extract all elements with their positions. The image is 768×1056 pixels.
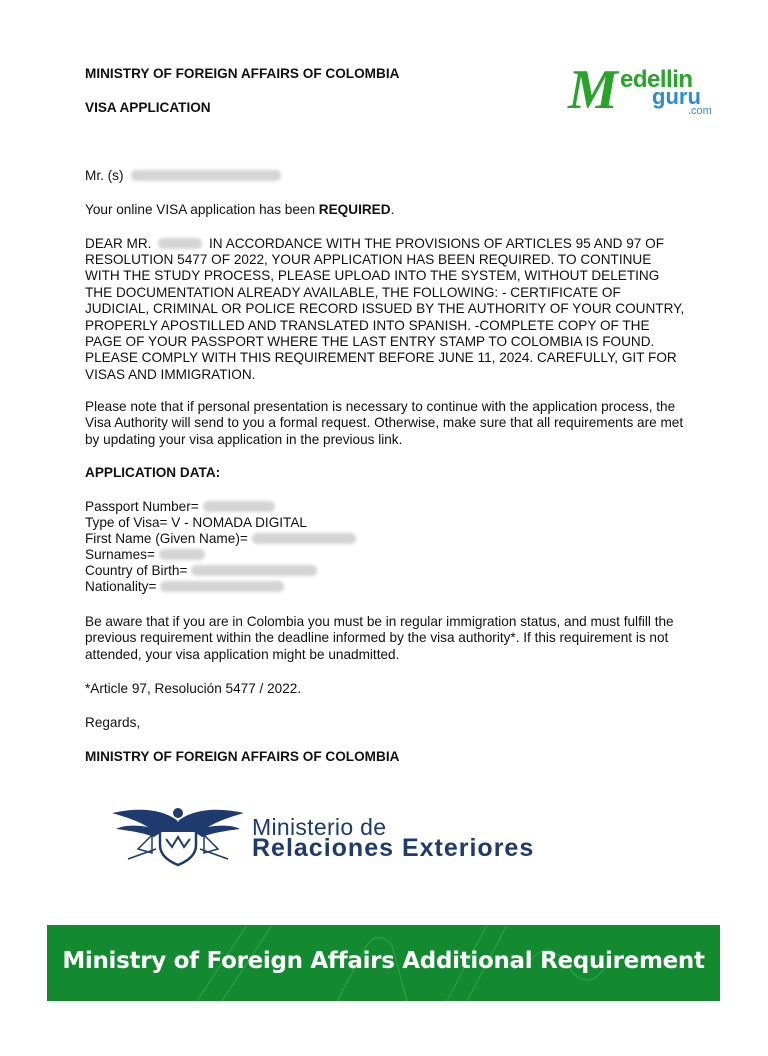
field-surnames — [85, 547, 685, 563]
notice-body: RESOLUTION 5477 OF 2022, YOUR APPLICATION HAS BEEN REQUIRED. TO CONTINUE WITH THE STUDY PROCESS, PLEASE UPLOAD INTO THE SYSTEM, WITHOUT DELETING THE DOCUMENTATION ALREADY AVAILABLE, THE FOLLOWING: - CERTIFICATE OF JUDICIAL, CRIMINAL OR POLICE RECORD ISSUED BY THE AUTHORITY OF YOUR COUNTRY, PROPERLY APOSTILLED AND TRANSLATED INTO SPANISH. -COMPLETE COPY OF THE PAGE OF YOUR PASSPORT WHERE THE LAST ENTRY STAMP TO COLOMBIA IS FOUND. PLEASE COMPLY WITH THIS REQUIREMENT BEFORE JUNE 11, 2024. CAREFULLY, GIT FOR VISAS AND IMMIGRATION. — [85, 252, 685, 382]
salutation-line — [85, 168, 685, 184]
field-country-of-birth-label: Country of Birth= — [85, 563, 188, 578]
colombia-coat-of-arms-icon — [108, 803, 248, 867]
status-value: REQUIRED — [318, 202, 391, 217]
field-passport — [85, 499, 685, 515]
medellin-guru-logo — [568, 59, 728, 124]
field-country-of-birth — [85, 563, 685, 579]
notice-prefix: DEAR MR. — [85, 236, 152, 251]
notice-first-line — [85, 236, 685, 252]
redacted-first-name — [252, 533, 356, 544]
footnote: *Article 97, Resolución 5477 / 2022. — [85, 681, 302, 696]
status-line — [85, 202, 685, 218]
redacted-nationality — [160, 581, 284, 592]
field-visa-type: Type of Visa= V - NOMADA DIGITAL — [85, 515, 307, 530]
field-nationality-label: Nationality= — [85, 579, 157, 594]
redacted-name — [131, 170, 281, 181]
field-first-name — [85, 531, 685, 547]
title-banner — [47, 925, 720, 1001]
logo-com: .com — [688, 105, 712, 117]
field-first-name-label: First Name (Given Name)= — [85, 531, 248, 546]
application-data-heading: APPLICATION DATA: — [85, 465, 221, 480]
presentation-note: Please note that if personal presentation is necessary to continue with the application process, the Visa Authority will send to you a formal request. Otherwise, make sure that all requirements are met by updating your visa application in the previous link. — [85, 399, 684, 447]
ministry-logo-line1: Ministerio de — [252, 814, 387, 840]
closing: Regards, — [85, 715, 141, 730]
ministry-title: MINISTRY OF FOREIGN AFFAIRS OF COLOMBIA — [85, 66, 400, 81]
banner-title: Ministry of Foreign Affairs Additional Requirement — [62, 948, 705, 974]
redacted-surname — [158, 238, 202, 249]
immigration-warning: Be aware that if you are in Colombia you must be in regular immigration status, and must fulfill the previous requirement within the deadline informed by the visa authority*. If this requirement is not attended, your visa application might be unadmitted. — [85, 614, 674, 662]
field-passport-label: Passport Number= — [85, 499, 199, 514]
salutation: Mr. (s) — [85, 168, 124, 183]
notice-line1: IN ACCORDANCE WITH THE PROVISIONS OF ARTICLES 95 AND 97 OF — [209, 236, 665, 251]
redacted-country-of-birth — [191, 565, 317, 576]
signature: MINISTRY OF FOREIGN AFFAIRS OF COLOMBIA — [85, 749, 400, 764]
document-subject: VISA APPLICATION — [85, 100, 211, 115]
status-prefix: Your online VISA application has been — [85, 202, 319, 217]
logo-edellin: edellin — [620, 66, 693, 93]
redacted-passport — [203, 501, 275, 512]
ministry-logo-line2: Relaciones Exteriores — [252, 834, 535, 862]
logo-guru: guru — [652, 84, 701, 109]
field-surnames-label: Surnames= — [85, 547, 155, 562]
logo-letter-m: M — [568, 59, 618, 121]
field-nationality — [85, 579, 685, 595]
status-suffix: . — [390, 202, 395, 217]
redacted-surnames — [159, 549, 205, 560]
